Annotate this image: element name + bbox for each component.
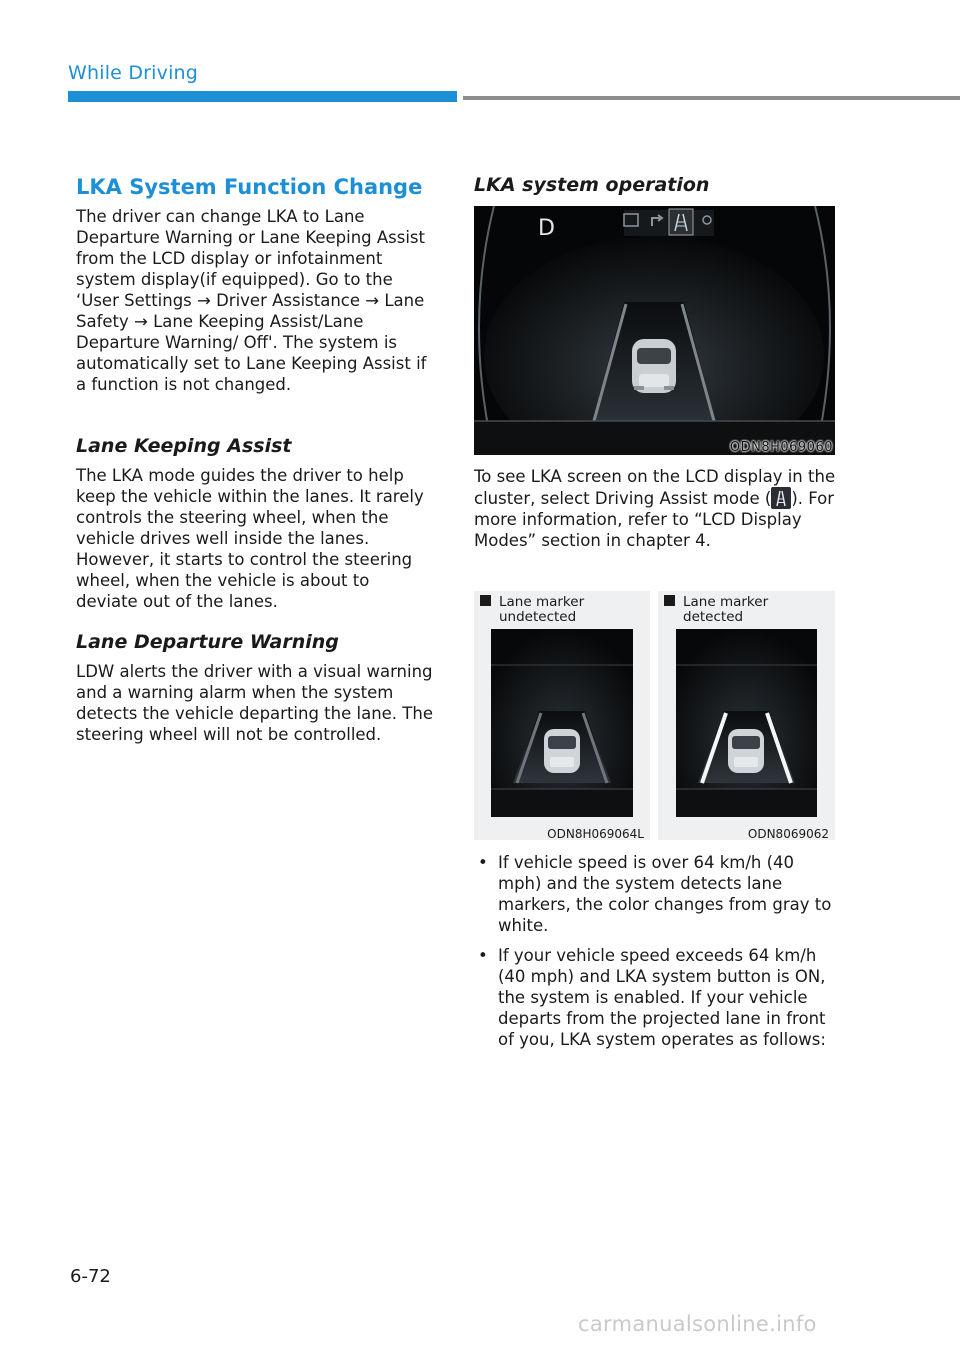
figure-lane-detected (658, 591, 835, 840)
heading-lane-departure-warning: Lane Departure Warning (76, 631, 339, 653)
figure-code-detected: ODN8069062 (747, 827, 829, 841)
car-icon (544, 729, 580, 773)
car-icon (728, 729, 764, 773)
caption-undetected-line1: Lane marker (499, 594, 585, 610)
paragraph-lane-departure-warning: LDW alerts the driver with a visual warning and a warning alarm when the system detects the vehicle departing the lane. The steering wheel will not be controlled. (76, 662, 433, 744)
figure-lane-undetected (474, 591, 650, 840)
section-title: While Driving (68, 62, 199, 84)
bullet-text-1: If vehicle speed is over 64 km/h (40 mph) and the system detects lane markers, the color changes from gray to white. (498, 853, 832, 935)
watermark: carmanualsonline.info (578, 1312, 817, 1336)
screen-lane-detected (676, 629, 817, 817)
driving-assist-mode-icon (771, 487, 791, 509)
square-bullet-icon (480, 595, 491, 606)
caption-detected (664, 595, 768, 625)
bullet-list (474, 852, 838, 1059)
gear-indicator: D (538, 216, 555, 241)
paragraph-function-change: The driver can change LKA to Lane Departure Warning or Lane Keeping Assist from the LCD display or infotainment system display(if equipped). Go to the ‘User Settings → Driver Assistance → Lane Safety → Lane Keeping Assist/Lane Departure Warning/ Off'. The system is automatically set to Lane Keeping Assist if a function is not changed. (76, 207, 427, 394)
bullet-dot: • (478, 853, 488, 872)
page-number: 6-72 (70, 1266, 111, 1287)
bullet-dot: • (478, 946, 488, 965)
list-item (474, 945, 838, 1050)
paragraph-lcd-screen-part1: To see LKA screen on the LCD display in the cluster, select Driving Assist mode ( (474, 467, 836, 508)
cluster-display-image (474, 206, 835, 455)
figure-code-undetected: ODN8H069064L (547, 827, 644, 841)
caption-undetected (480, 595, 584, 625)
paragraph-lane-keeping-assist: The LKA mode guides the driver to help keep the vehicle within the lanes. It rarely controls the steering wheel, when the vehicle drives well inside the lanes. However, it starts to control the steering wheel, when the vehicle is about to deviate out of the lanes. (76, 466, 424, 611)
cluster-illustration (474, 206, 835, 455)
paragraph-lcd-screen-part2: ). For more information, refer to “LCD Display Modes” section in chapter 4. (474, 489, 835, 550)
list-item (474, 852, 838, 936)
caption-detected-line2: detected (683, 609, 744, 625)
bullet-text-2: If your vehicle speed exceeds 64 km/h (40 mph) and LKA system button is ON, the system is enabled. If your vehicle departs from the projected lane in front of you, LKA system operates as follows: (498, 946, 826, 1049)
heading-lane-keeping-assist: Lane Keeping Assist (76, 435, 292, 457)
figure-code-cluster: ODN8H069060 (729, 440, 833, 455)
header-accent-bar (68, 91, 457, 102)
paragraph-lcd-screen (474, 466, 836, 551)
caption-undetected-line2: undetected (499, 609, 577, 625)
square-bullet-icon (664, 595, 675, 606)
car-icon (632, 339, 676, 393)
lane-undetected-illustration (491, 629, 633, 817)
screen-lane-undetected (491, 629, 633, 817)
heading-lka-operation: LKA system operation (474, 174, 710, 196)
header-rule (463, 96, 960, 100)
lane-detected-illustration (676, 629, 817, 817)
heading-function-change: LKA System Function Change (76, 175, 423, 199)
caption-detected-line1: Lane marker (683, 594, 769, 610)
